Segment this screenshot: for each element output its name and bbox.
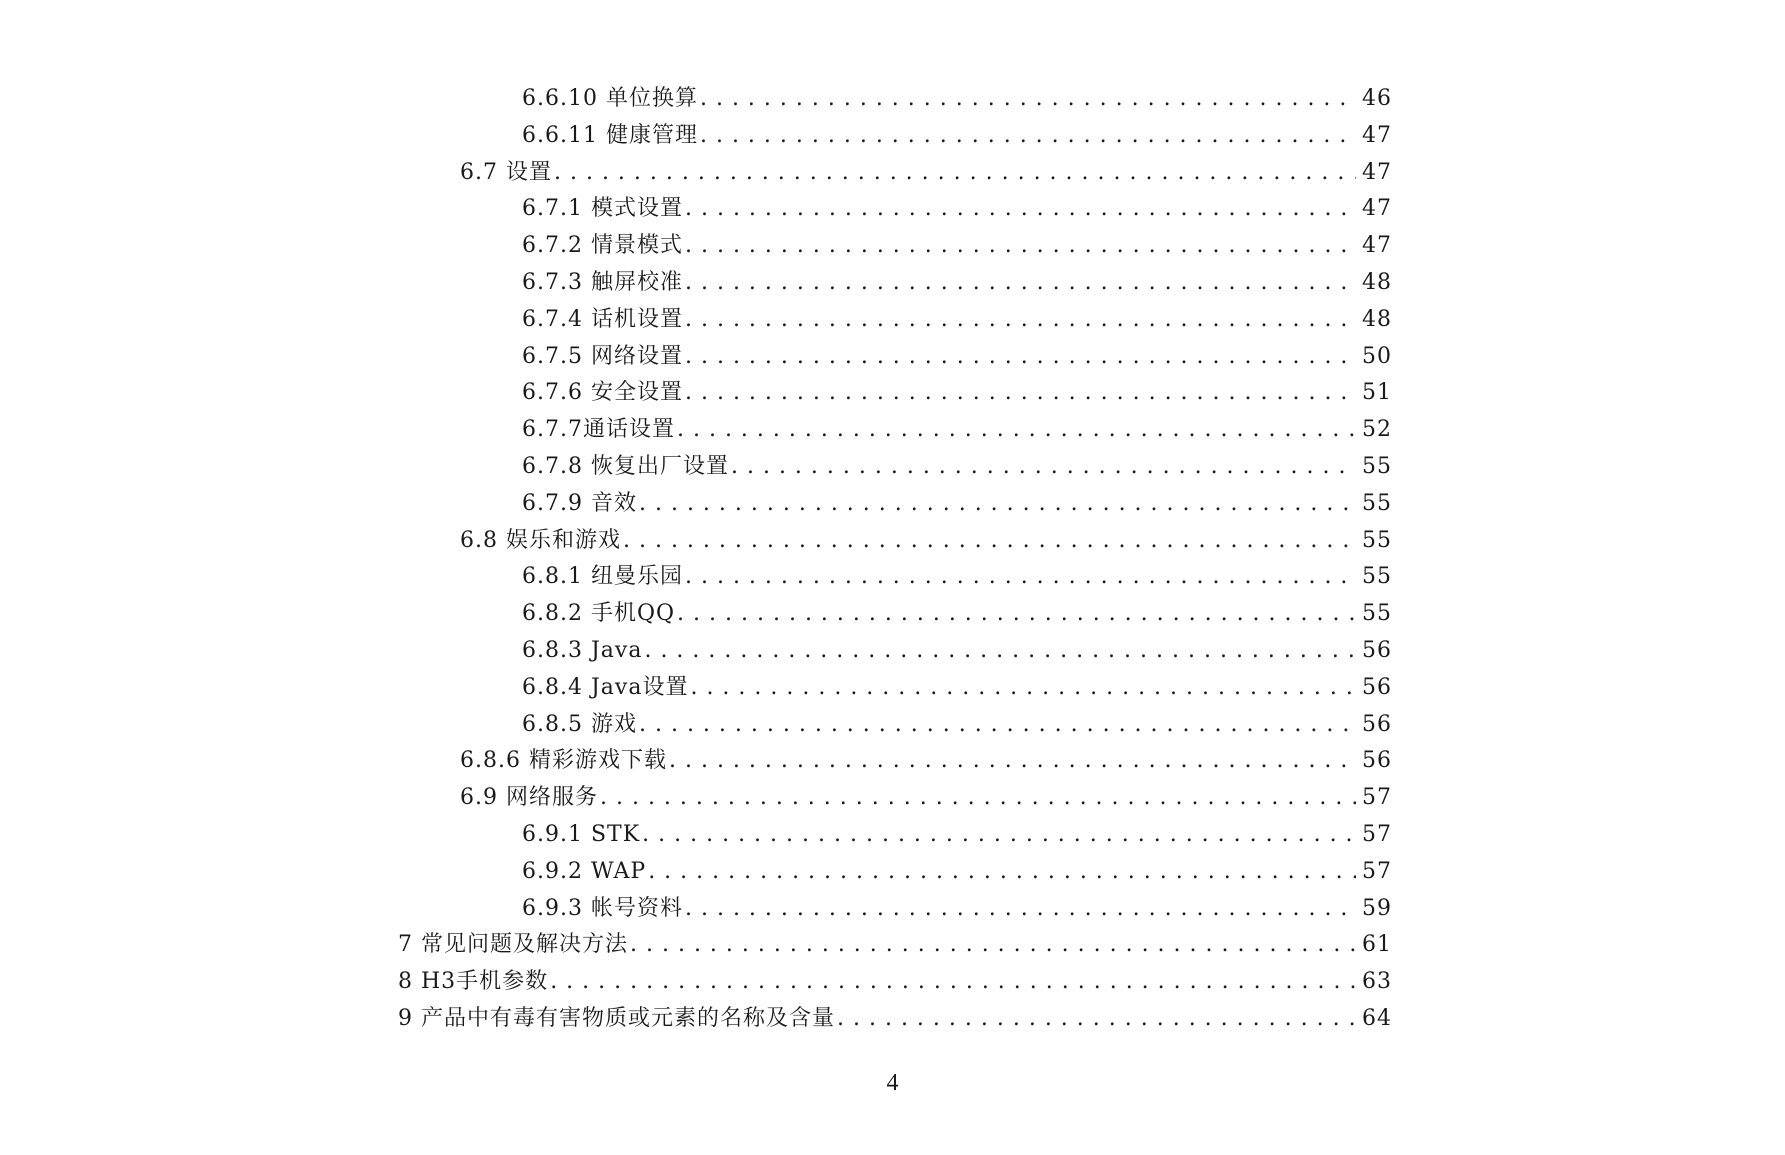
- toc-entry[interactable]: [522, 268, 1392, 298]
- toc-entry-title: 6.7.7通话设置: [522, 417, 675, 443]
- toc-entry-title: 7 常见问题及解决方法: [398, 932, 628, 958]
- toc-entry-title: 6.8.1 纽曼乐园: [522, 564, 683, 590]
- toc-dot-leader: [837, 1004, 1356, 1034]
- toc-entry-title: 6.7.1 模式设置: [522, 196, 683, 222]
- toc-entry-page: 47: [1362, 196, 1392, 222]
- toc-entry-page: 56: [1362, 638, 1392, 663]
- toc-entry-title: 6.7.6 安全设置: [522, 380, 683, 406]
- toc-entry-title: 8 H3手机参数: [398, 969, 549, 995]
- toc-dot-leader: [685, 231, 1356, 261]
- toc-entry-page: 55: [1362, 601, 1392, 627]
- toc-entry[interactable]: [522, 673, 1392, 703]
- toc-entry[interactable]: [522, 820, 1392, 850]
- toc-entry[interactable]: [522, 857, 1392, 887]
- toc-entry[interactable]: [522, 194, 1392, 224]
- toc-dot-leader: [639, 489, 1356, 519]
- toc-entry-page: 55: [1362, 490, 1392, 516]
- toc-entry-title: 6.6.10 单位换算: [522, 86, 698, 111]
- toc-entry-title: 6.8.5 游戏: [522, 711, 637, 737]
- toc-entry[interactable]: [522, 305, 1392, 335]
- toc-dot-leader: [700, 121, 1356, 151]
- toc-entry-title: 6.7 设置: [460, 159, 552, 185]
- toc-dot-leader: [630, 930, 1356, 960]
- toc-entry[interactable]: [522, 231, 1392, 261]
- toc-dot-leader: [623, 526, 1356, 556]
- toc-entry-title: 6.7.8 恢复出厂设置: [522, 454, 729, 479]
- toc-dot-leader: [685, 305, 1356, 335]
- toc-entry[interactable]: [398, 1004, 1392, 1034]
- toc-entry[interactable]: [522, 489, 1392, 519]
- toc-entry-page: 47: [1362, 159, 1392, 185]
- toc-entry-title: 6.8.3 Java: [522, 638, 643, 663]
- toc-entry-page: 63: [1362, 969, 1392, 995]
- toc-entry[interactable]: [522, 636, 1392, 666]
- toc-entry-title: 6.9 网络服务: [460, 785, 598, 811]
- toc-entry[interactable]: [522, 342, 1392, 372]
- toc-entry-page: 55: [1362, 527, 1392, 553]
- toc-entry[interactable]: [460, 746, 1392, 776]
- toc-entry-title: 6.7.2 情景模式: [522, 233, 683, 259]
- toc-entry[interactable]: [522, 710, 1392, 740]
- toc-entry[interactable]: [522, 894, 1392, 924]
- toc-entry[interactable]: [522, 562, 1392, 592]
- toc-entry-page: 57: [1362, 785, 1392, 811]
- toc-dot-leader: [554, 158, 1356, 188]
- toc-entry-page: 47: [1362, 122, 1392, 148]
- toc-entry-page: 56: [1362, 711, 1392, 737]
- toc-dot-leader: [685, 194, 1356, 224]
- toc-entry-page: 64: [1362, 1006, 1392, 1031]
- toc-entry-page: 50: [1362, 343, 1392, 369]
- toc-dot-leader: [700, 84, 1356, 114]
- toc-entry-title: 6.8 娱乐和游戏: [460, 527, 621, 553]
- toc-entry-page: 55: [1362, 564, 1392, 590]
- toc-entry-page: 51: [1362, 380, 1392, 406]
- toc-entry-title: 9 产品中有毒有害物质或元素的名称及含量: [398, 1006, 835, 1031]
- toc-entry-title: 6.8.6 精彩游戏下载: [460, 748, 667, 774]
- toc-entry-title: 6.7.9 音效: [522, 490, 637, 516]
- toc-dot-leader: [685, 378, 1356, 408]
- toc-entry-title: 6.9.2 WAP: [522, 858, 647, 884]
- toc-dot-leader: [550, 967, 1356, 997]
- toc-dot-leader: [685, 562, 1356, 592]
- toc-entry[interactable]: [460, 158, 1392, 188]
- toc-entry-page: 57: [1362, 822, 1392, 847]
- toc-dot-leader: [685, 342, 1356, 372]
- toc-entry[interactable]: [522, 599, 1392, 629]
- toc-entry-title: 6.7.3 触屏校准: [522, 270, 683, 295]
- toc-entry-page: 48: [1362, 270, 1392, 295]
- toc-entry-title: 6.6.11 健康管理: [522, 122, 698, 148]
- toc-entry-page: 61: [1362, 932, 1392, 958]
- toc-entry-title: 6.7.4 话机设置: [522, 306, 683, 332]
- toc-dot-leader: [644, 636, 1356, 666]
- toc-entry-title: 6.9.3 帐号资料: [522, 895, 683, 921]
- toc-entry-page: 59: [1362, 895, 1392, 921]
- toc-dot-leader: [690, 673, 1356, 703]
- toc-dot-leader: [685, 894, 1356, 924]
- toc-entry-title: 6.9.1 STK: [522, 822, 641, 847]
- toc-dot-leader: [677, 415, 1356, 445]
- toc-entry[interactable]: [522, 378, 1392, 408]
- toc-dot-leader: [677, 599, 1356, 629]
- toc-entry[interactable]: [522, 415, 1392, 445]
- toc-dot-leader: [731, 452, 1356, 482]
- toc-entry-page: 52: [1362, 417, 1392, 443]
- toc-dot-leader: [685, 268, 1356, 298]
- toc-dot-leader: [648, 857, 1356, 887]
- toc-entry-page: 55: [1362, 454, 1392, 479]
- toc-dot-leader: [600, 783, 1356, 813]
- toc-dot-leader: [642, 820, 1356, 850]
- toc-entry-page: 56: [1362, 748, 1392, 774]
- toc-entry-page: 56: [1362, 674, 1392, 700]
- toc-entry-title: 6.8.4 Java设置: [522, 674, 689, 700]
- toc-entry[interactable]: [460, 526, 1392, 556]
- toc-dot-leader: [669, 746, 1356, 776]
- toc-dot-leader: [639, 710, 1356, 740]
- toc-entry[interactable]: [522, 84, 1392, 114]
- toc-entry-page: 57: [1362, 858, 1392, 884]
- toc-entry[interactable]: [522, 452, 1392, 482]
- page-number: 4: [886, 1070, 899, 1096]
- toc-entry-page: 48: [1362, 306, 1392, 332]
- toc-entry[interactable]: [460, 783, 1392, 813]
- toc-entry[interactable]: [522, 121, 1392, 151]
- toc-entry[interactable]: [398, 930, 1392, 960]
- toc-entry[interactable]: [398, 967, 1392, 997]
- toc-entry-title: 6.7.5 网络设置: [522, 343, 683, 369]
- toc-entry-page: 46: [1362, 86, 1392, 111]
- toc-entry-title: 6.8.2 手机QQ: [522, 601, 676, 627]
- toc-entry-page: 47: [1362, 233, 1392, 259]
